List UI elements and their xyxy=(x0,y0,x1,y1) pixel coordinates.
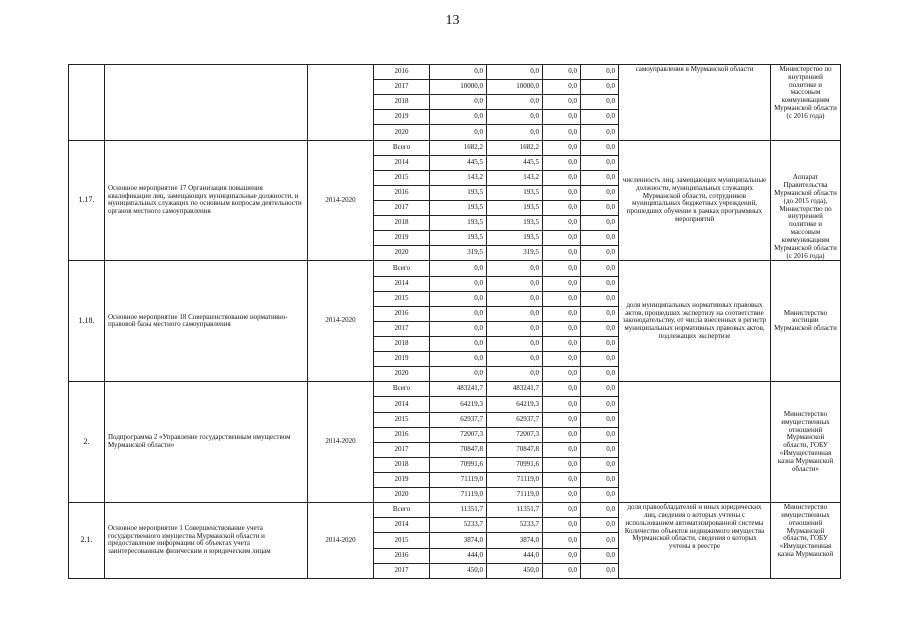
regional-budget-cell: 0,0 xyxy=(487,321,543,336)
total-cell: 62937,7 xyxy=(430,412,487,427)
federal-budget-cell: 0,0 xyxy=(543,65,581,80)
federal-budget-cell: 0,0 xyxy=(543,155,581,170)
total-cell: 0,0 xyxy=(430,110,487,125)
total-cell: 0,0 xyxy=(430,276,487,291)
indicator-cell: самоуправления в Мурманской области xyxy=(619,65,771,141)
year-cell: 2019 xyxy=(374,110,430,125)
federal-budget-cell: 0,0 xyxy=(543,170,581,185)
item-name: Основное мероприятие 1 Совершенствование учета государственного имущества Мурманской области и предоставление информации об объектах учета заинтересованным физическим и юридическим лицам xyxy=(105,503,308,579)
indicator-cell xyxy=(619,382,771,503)
federal-budget-cell: 0,0 xyxy=(543,276,581,291)
year-cell: 2015 xyxy=(374,533,430,548)
federal-budget-cell: 0,0 xyxy=(543,548,581,563)
other-sources-cell: 0,0 xyxy=(581,140,619,155)
other-sources-cell: 0,0 xyxy=(581,563,619,578)
other-sources-cell: 0,0 xyxy=(581,95,619,110)
year-cell: 2019 xyxy=(374,472,430,487)
other-sources-cell: 0,0 xyxy=(581,216,619,231)
regional-budget-cell: 3874,0 xyxy=(487,533,543,548)
year-cell: 2018 xyxy=(374,216,430,231)
table-row xyxy=(69,261,841,276)
federal-budget-cell: 0,0 xyxy=(543,518,581,533)
year-cell: 2017 xyxy=(374,80,430,95)
year-cell: 2019 xyxy=(374,352,430,367)
item-name: Основное мероприятие 18 Совершенствование нормативно-правовой базы местного самоуправления xyxy=(105,261,308,382)
other-sources-cell: 0,0 xyxy=(581,321,619,336)
year-cell: 2014 xyxy=(374,276,430,291)
year-cell: Всего xyxy=(374,503,430,518)
other-sources-cell: 0,0 xyxy=(581,412,619,427)
item-name xyxy=(105,65,308,141)
other-sources-cell: 0,0 xyxy=(581,336,619,351)
regional-budget-cell: 11351,7 xyxy=(487,503,543,518)
federal-budget-cell: 0,0 xyxy=(543,472,581,487)
other-sources-cell: 0,0 xyxy=(581,65,619,80)
total-cell: 10000,0 xyxy=(430,80,487,95)
regional-budget-cell: 1682,2 xyxy=(487,140,543,155)
indicator-cell: доля муниципальных нормативных правовых актов, прошедших экспертизу на соответствие законодательству, от числа внесенных в регистр муниципальных нормативных правовых актов, подлежащих экспертизе xyxy=(619,261,771,382)
item-period xyxy=(308,65,374,141)
item-name: Основное мероприятие 17 Организация повышения квалификации лиц, замещающих муниципальные должности, и муниципальных служащих по основным вопросам деятельности органов местного самоуправления xyxy=(105,140,308,261)
federal-budget-cell: 0,0 xyxy=(543,321,581,336)
regional-budget-cell: 319,5 xyxy=(487,246,543,261)
year-cell: 2016 xyxy=(374,427,430,442)
federal-budget-cell: 0,0 xyxy=(543,412,581,427)
other-sources-cell: 0,0 xyxy=(581,170,619,185)
other-sources-cell: 0,0 xyxy=(581,125,619,140)
total-cell: 143,2 xyxy=(430,170,487,185)
federal-budget-cell: 0,0 xyxy=(543,503,581,518)
year-cell: 2014 xyxy=(374,397,430,412)
total-cell: 70991,6 xyxy=(430,457,487,472)
total-cell: 0,0 xyxy=(430,95,487,110)
regional-budget-cell: 0,0 xyxy=(487,276,543,291)
regional-budget-cell: 193,5 xyxy=(487,185,543,200)
other-sources-cell: 0,0 xyxy=(581,457,619,472)
regional-budget-cell: 0,0 xyxy=(487,352,543,367)
regional-budget-cell: 72007,3 xyxy=(487,427,543,442)
federal-budget-cell: 0,0 xyxy=(543,216,581,231)
total-cell: 3874,0 xyxy=(430,533,487,548)
total-cell: 450,0 xyxy=(430,563,487,578)
total-cell: 444,0 xyxy=(430,548,487,563)
federal-budget-cell: 0,0 xyxy=(543,231,581,246)
other-sources-cell: 0,0 xyxy=(581,472,619,487)
item-period: 2014-2020 xyxy=(308,503,374,579)
total-cell: 0,0 xyxy=(430,352,487,367)
federal-budget-cell: 0,0 xyxy=(543,382,581,397)
total-cell: 0,0 xyxy=(430,125,487,140)
regional-budget-cell: 0,0 xyxy=(487,291,543,306)
year-cell: 2014 xyxy=(374,155,430,170)
regional-budget-cell: 5233,7 xyxy=(487,518,543,533)
year-cell: 2019 xyxy=(374,231,430,246)
total-cell: 193,5 xyxy=(430,216,487,231)
total-cell: 11351,7 xyxy=(430,503,487,518)
year-cell: 2020 xyxy=(374,488,430,503)
total-cell: 1682,2 xyxy=(430,140,487,155)
other-sources-cell: 0,0 xyxy=(581,533,619,548)
federal-budget-cell: 0,0 xyxy=(543,533,581,548)
year-cell: 2015 xyxy=(374,170,430,185)
regional-budget-cell: 444,0 xyxy=(487,548,543,563)
total-cell: 0,0 xyxy=(430,336,487,351)
other-sources-cell: 0,0 xyxy=(581,442,619,457)
total-cell: 70847,8 xyxy=(430,442,487,457)
other-sources-cell: 0,0 xyxy=(581,231,619,246)
year-cell: 2017 xyxy=(374,321,430,336)
federal-budget-cell: 0,0 xyxy=(543,140,581,155)
item-period: 2014-2020 xyxy=(308,382,374,503)
indicator-cell: доля правообладателей и иных юридических лиц, сведения о которых учтены с использованием автоматизированной системы Количество объектов недвижимого имущества Мурманской области, сведения о которых учтены в реестре xyxy=(619,503,771,579)
federal-budget-cell: 0,0 xyxy=(543,563,581,578)
total-cell: 0,0 xyxy=(430,306,487,321)
regional-budget-cell: 70991,6 xyxy=(487,457,543,472)
regional-budget-cell: 10000,0 xyxy=(487,80,543,95)
year-cell: 2018 xyxy=(374,95,430,110)
federal-budget-cell: 0,0 xyxy=(543,185,581,200)
year-cell: 2015 xyxy=(374,412,430,427)
other-sources-cell: 0,0 xyxy=(581,276,619,291)
other-sources-cell: 0,0 xyxy=(581,246,619,261)
year-cell: 2015 xyxy=(374,291,430,306)
regional-budget-cell: 0,0 xyxy=(487,336,543,351)
other-sources-cell: 0,0 xyxy=(581,110,619,125)
federal-budget-cell: 0,0 xyxy=(543,442,581,457)
item-number: 2.1. xyxy=(69,503,105,579)
executor-cell: Министерство имущественных отношений Мурманской области, ГОБУ «Имущественная казна Мурманской области» xyxy=(771,382,841,503)
regional-budget-cell: 64219,3 xyxy=(487,397,543,412)
year-cell: 2016 xyxy=(374,548,430,563)
table-row xyxy=(69,65,841,80)
federal-budget-cell: 0,0 xyxy=(543,306,581,321)
total-cell: 483241,7 xyxy=(430,382,487,397)
federal-budget-cell: 0,0 xyxy=(543,397,581,412)
federal-budget-cell: 0,0 xyxy=(543,200,581,215)
year-cell: Всего xyxy=(374,382,430,397)
table-row xyxy=(69,503,841,518)
other-sources-cell: 0,0 xyxy=(581,291,619,306)
other-sources-cell: 0,0 xyxy=(581,352,619,367)
other-sources-cell: 0,0 xyxy=(581,367,619,382)
regional-budget-cell: 0,0 xyxy=(487,261,543,276)
total-cell: 0,0 xyxy=(430,65,487,80)
other-sources-cell: 0,0 xyxy=(581,185,619,200)
total-cell: 193,5 xyxy=(430,200,487,215)
total-cell: 71119,0 xyxy=(430,488,487,503)
total-cell: 64219,3 xyxy=(430,397,487,412)
table-body xyxy=(69,65,841,579)
item-number: 2. xyxy=(69,382,105,503)
regional-budget-cell: 143,2 xyxy=(487,170,543,185)
other-sources-cell: 0,0 xyxy=(581,306,619,321)
year-cell: Всего xyxy=(374,261,430,276)
total-cell: 0,0 xyxy=(430,261,487,276)
year-cell: 2020 xyxy=(374,367,430,382)
year-cell: Всего xyxy=(374,140,430,155)
regional-budget-cell: 0,0 xyxy=(487,95,543,110)
regional-budget-cell: 71119,0 xyxy=(487,488,543,503)
federal-budget-cell: 0,0 xyxy=(543,457,581,472)
regional-budget-cell: 193,5 xyxy=(487,216,543,231)
total-cell: 5233,7 xyxy=(430,518,487,533)
regional-budget-cell: 62937,7 xyxy=(487,412,543,427)
regional-budget-cell: 0,0 xyxy=(487,65,543,80)
year-cell: 2018 xyxy=(374,336,430,351)
federal-budget-cell: 0,0 xyxy=(543,246,581,261)
program-table xyxy=(68,64,841,579)
regional-budget-cell: 70847,8 xyxy=(487,442,543,457)
other-sources-cell: 0,0 xyxy=(581,548,619,563)
item-period: 2014-2020 xyxy=(308,261,374,382)
table-row xyxy=(69,382,841,397)
executor-cell: Министерство юстиции Мурманской области xyxy=(771,261,841,382)
other-sources-cell: 0,0 xyxy=(581,155,619,170)
regional-budget-cell: 0,0 xyxy=(487,367,543,382)
regional-budget-cell: 71119,0 xyxy=(487,472,543,487)
year-cell: 2020 xyxy=(374,125,430,140)
regional-budget-cell: 0,0 xyxy=(487,125,543,140)
regional-budget-cell: 0,0 xyxy=(487,306,543,321)
other-sources-cell: 0,0 xyxy=(581,503,619,518)
other-sources-cell: 0,0 xyxy=(581,518,619,533)
regional-budget-cell: 445,5 xyxy=(487,155,543,170)
year-cell: 2016 xyxy=(374,65,430,80)
federal-budget-cell: 0,0 xyxy=(543,80,581,95)
other-sources-cell: 0,0 xyxy=(581,427,619,442)
page-number: 13 xyxy=(445,13,460,28)
year-cell: 2017 xyxy=(374,442,430,457)
other-sources-cell: 0,0 xyxy=(581,200,619,215)
regional-budget-cell: 0,0 xyxy=(487,110,543,125)
item-period: 2014-2020 xyxy=(308,140,374,261)
year-cell: 2018 xyxy=(374,457,430,472)
federal-budget-cell: 0,0 xyxy=(543,336,581,351)
total-cell: 72007,3 xyxy=(430,427,487,442)
item-number xyxy=(69,65,105,141)
federal-budget-cell: 0,0 xyxy=(543,261,581,276)
regional-budget-cell: 450,0 xyxy=(487,563,543,578)
other-sources-cell: 0,0 xyxy=(581,80,619,95)
table-row xyxy=(69,140,841,155)
federal-budget-cell: 0,0 xyxy=(543,95,581,110)
other-sources-cell: 0,0 xyxy=(581,397,619,412)
year-cell: 2016 xyxy=(374,185,430,200)
year-cell: 2014 xyxy=(374,518,430,533)
total-cell: 193,5 xyxy=(430,231,487,246)
year-cell: 2016 xyxy=(374,306,430,321)
total-cell: 0,0 xyxy=(430,291,487,306)
federal-budget-cell: 0,0 xyxy=(543,488,581,503)
federal-budget-cell: 0,0 xyxy=(543,125,581,140)
total-cell: 0,0 xyxy=(430,321,487,336)
regional-budget-cell: 193,5 xyxy=(487,231,543,246)
federal-budget-cell: 0,0 xyxy=(543,367,581,382)
year-cell: 2017 xyxy=(374,563,430,578)
federal-budget-cell: 0,0 xyxy=(543,291,581,306)
year-cell: 2017 xyxy=(374,200,430,215)
item-name: Подпрограмма 2 «Управление государственным имуществом Мурманской области» xyxy=(105,382,308,503)
total-cell: 193,5 xyxy=(430,185,487,200)
total-cell: 71119,0 xyxy=(430,472,487,487)
other-sources-cell: 0,0 xyxy=(581,488,619,503)
executor-cell: Аппарат Правительства Мурманской области (до 2015 года), Министерство по внутренней политике и массовым коммуникациям Мурманской области (с 2016 года) xyxy=(771,140,841,261)
federal-budget-cell: 0,0 xyxy=(543,110,581,125)
other-sources-cell: 0,0 xyxy=(581,261,619,276)
total-cell: 0,0 xyxy=(430,367,487,382)
federal-budget-cell: 0,0 xyxy=(543,352,581,367)
regional-budget-cell: 193,5 xyxy=(487,200,543,215)
federal-budget-cell: 0,0 xyxy=(543,427,581,442)
year-cell: 2020 xyxy=(374,246,430,261)
item-number: 1.18. xyxy=(69,261,105,382)
indicator-cell: численность лиц, замещающих муниципальные должности, муниципальных служащих Мурманской области, сотрудников муниципальных бюджетных учреждений, прошедших обучение в рамках программных мероприятий xyxy=(619,140,771,261)
executor-cell: Министерство имущественных отношений Мурманской области, ГОБУ «Имущественная казна Мурманской xyxy=(771,503,841,579)
total-cell: 445,5 xyxy=(430,155,487,170)
total-cell: 319,5 xyxy=(430,246,487,261)
item-number: 1.17. xyxy=(69,140,105,261)
regional-budget-cell: 483241,7 xyxy=(487,382,543,397)
executor-cell: Министерство по внутренней политике и массовым коммуникациям Мурманской области (с 2016 года) xyxy=(771,65,841,141)
other-sources-cell: 0,0 xyxy=(581,382,619,397)
